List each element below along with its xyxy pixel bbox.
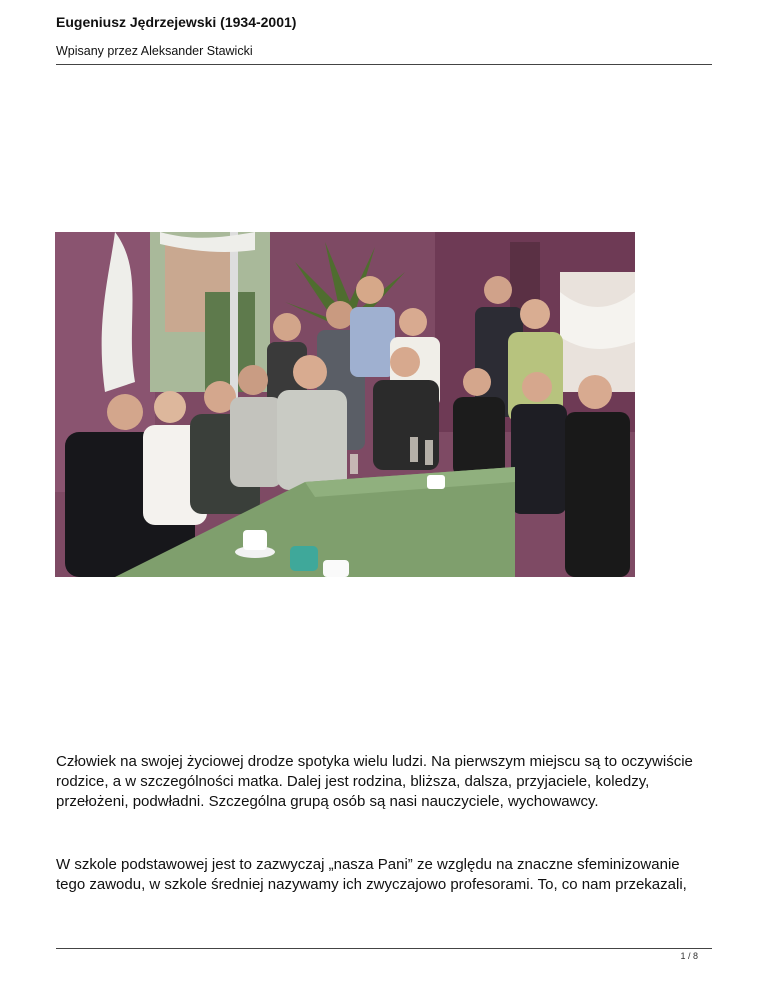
group-photo <box>55 232 635 577</box>
page-number: 1 / 8 <box>680 951 698 961</box>
paragraph-1: Człowiek na swojej życiowej drodze spotyka wielu ludzi. Na pierwszym miejscu są to oczywiście rodzice, a w szczególności matka. Dalej jest rodzina, bliższa, dalsza, przyjaciele, koledzy, przełożeni, podwładni. Szczególna grupą osób są nasi nauczyciele, wychowawcy. <box>56 753 693 810</box>
paragraph-2: W szkole podstawowej jest to zazwyczaj „nasza Pani” ze względu na znaczne sfeminizowanie tego zawodu, w szkole średniej nazywamy ich zwyczajowo profesorami. To, co nam przekazali, <box>56 856 687 893</box>
author-byline: Wpisany przez Aleksander Stawicki <box>56 44 253 58</box>
page-title: Eugeniusz Jędrzejewski (1934-2001) <box>56 14 297 30</box>
header-divider <box>56 64 712 65</box>
footer-divider <box>56 948 712 949</box>
